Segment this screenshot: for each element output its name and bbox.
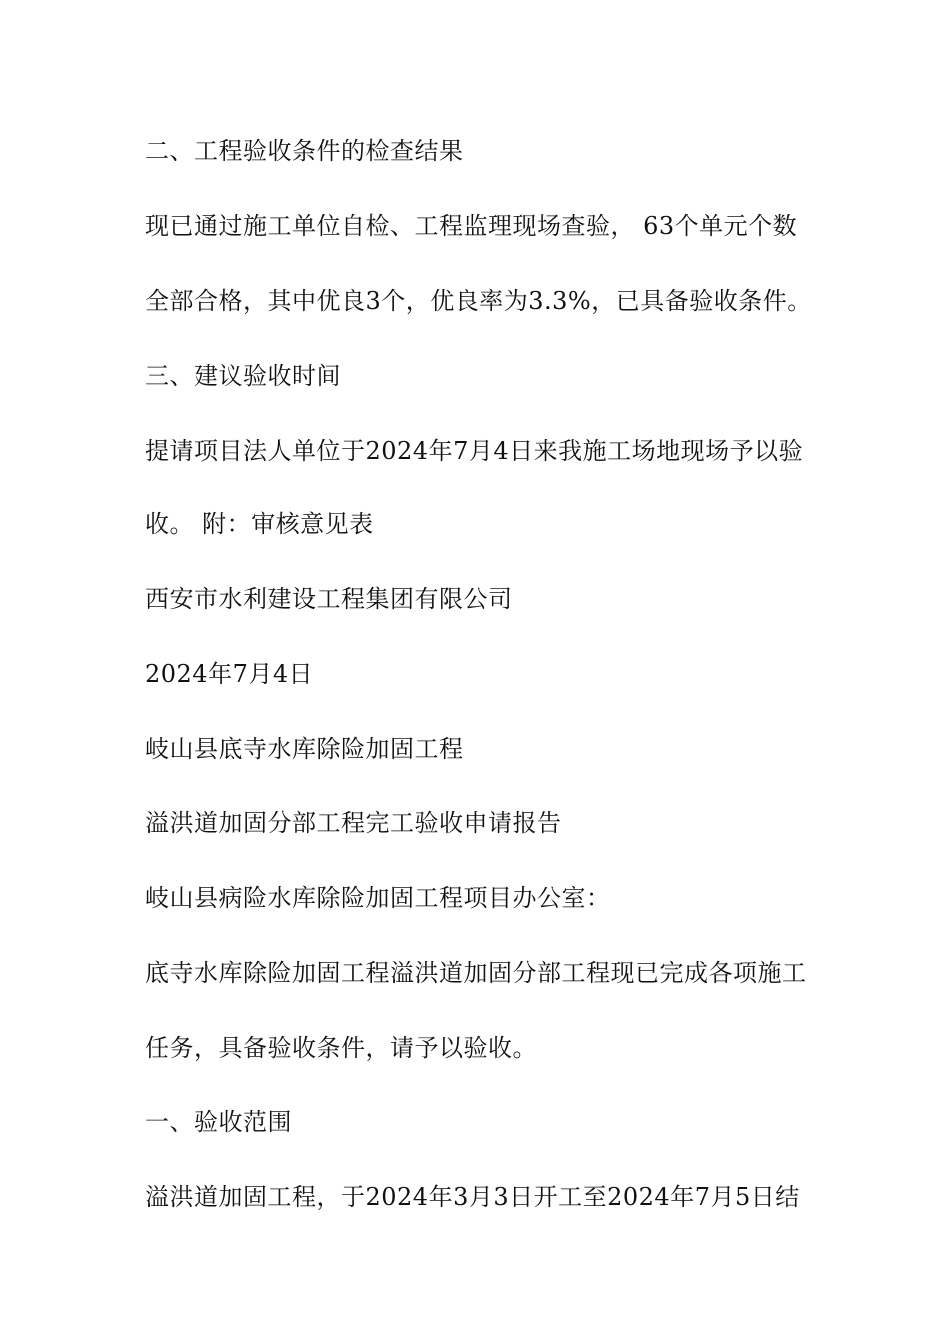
report-title: 溢洪道加固分部工程完工验收申请报告 [145, 809, 562, 837]
section-heading-inspection-results: 二、工程验收条件的检查结果 [145, 137, 464, 165]
paragraph-line: 溢洪道加固工程，于2024年3月3日开工至2024年7月5日结 [145, 1183, 800, 1211]
paragraph-line: 任务，具备验收条件，请予以验收。 [145, 1034, 537, 1062]
paragraph-line: 全部合格，其中优良3个，优良率为3.3%，已具备验收条件。 [145, 287, 812, 315]
project-name: 岐山县底寺水库除险加固工程 [145, 735, 464, 763]
company-name: 西安市水利建设工程集团有限公司 [145, 585, 513, 613]
section-heading-scope: 一、验收范围 [145, 1108, 292, 1136]
paragraph-line: 现已通过施工单位自检、工程监理现场查验， 63个单元个数 [145, 212, 798, 240]
paragraph-line: 底寺水库除险加固工程溢洪道加固分部工程现已完成各项施工 [145, 959, 807, 987]
report-date: 2024年7月4日 [145, 660, 314, 688]
recipient-line: 岐山县病险水库除险加固工程项目办公室： [145, 884, 611, 912]
paragraph-line: 收。 附：审核意见表 [145, 510, 374, 538]
paragraph-line: 提请项目法人单位于2024年7月4日来我施工场地现场予以验 [145, 437, 804, 465]
section-heading-acceptance-time: 三、建议验收时间 [145, 362, 341, 390]
